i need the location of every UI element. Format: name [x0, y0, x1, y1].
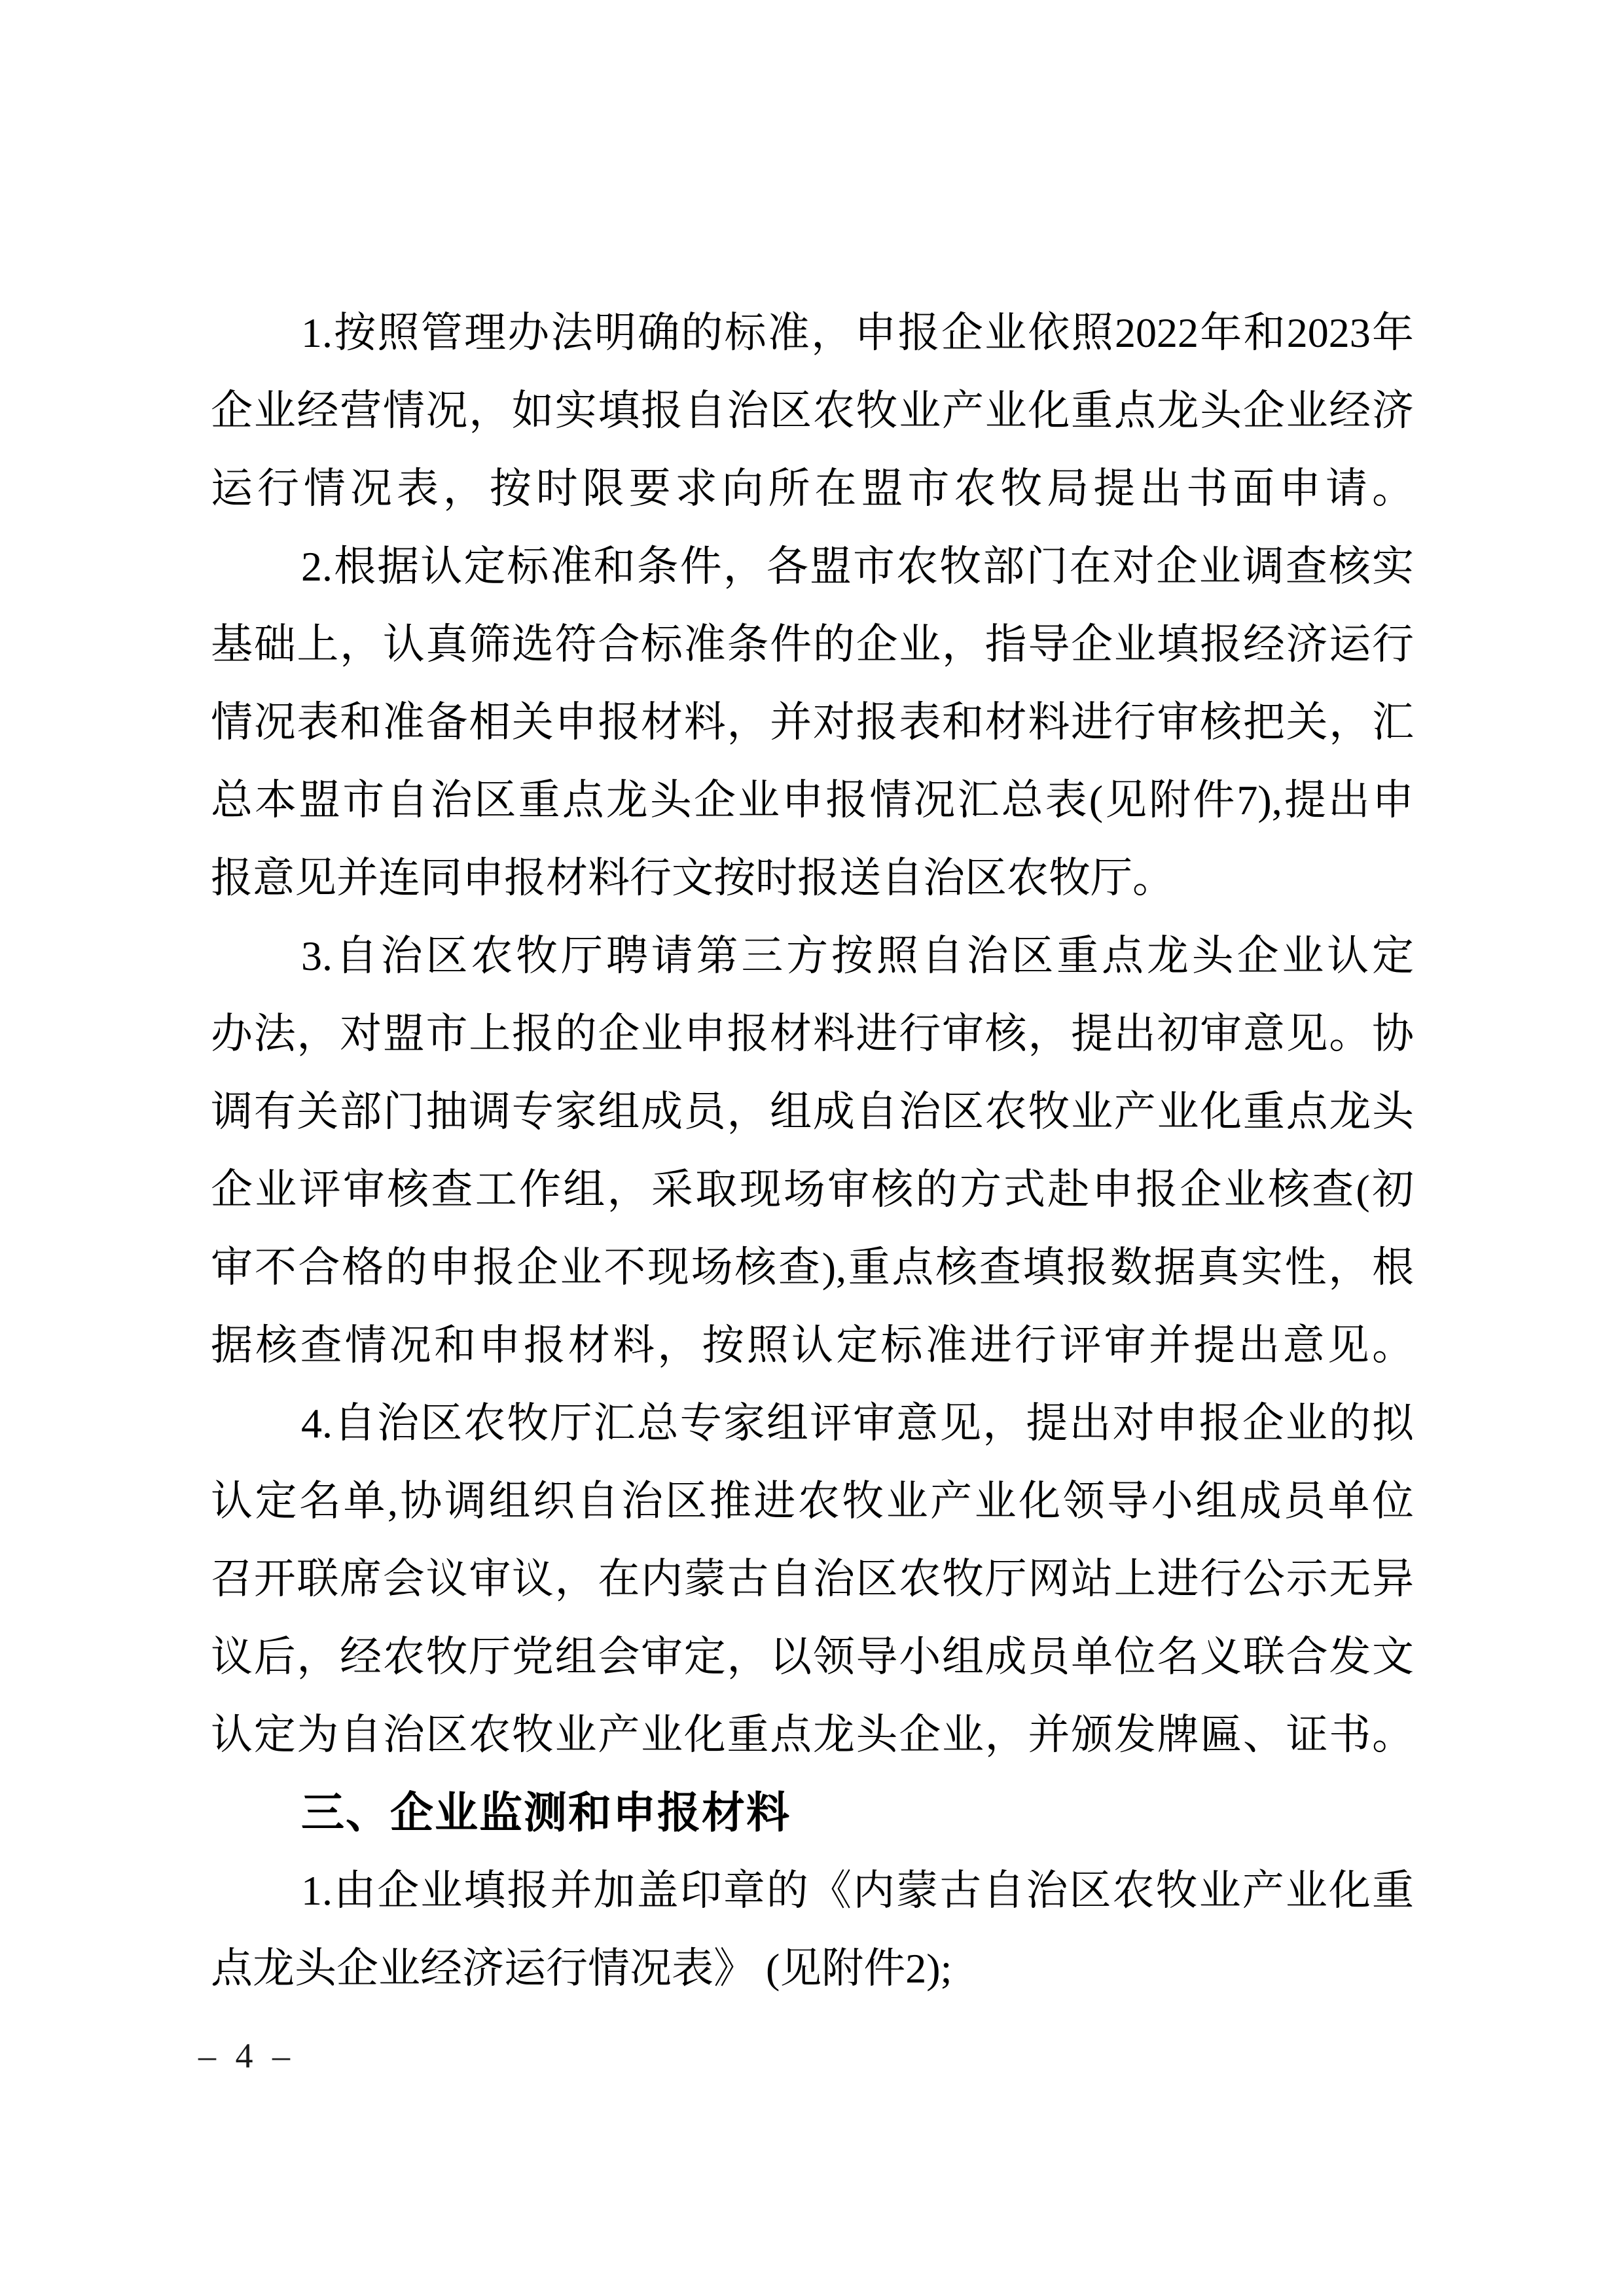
paragraph-3-line-6: 据核查情况和申报材料，按照认定标准进行评审并提出意见。 — [211, 1322, 1414, 1369]
paragraph-3-line-5: 审不合格的申报企业不现场核查),重点核查填报数据真实性，根 — [211, 1244, 1414, 1291]
paragraph-4-line-5: 认定为自治区农牧业产业化重点龙头企业，并颁发牌匾、证书。 — [211, 1712, 1414, 1758]
paragraph-3-line-3: 调有关部门抽调专家组成员，组成自治区农牧业产业化重点龙头 — [211, 1088, 1414, 1135]
paragraph-1-line-1: 1.按照管理办法明确的标准，申报企业依照2022年和2023年 — [301, 310, 1414, 356]
paragraph-4-line-2: 认定名单,协调组织自治区推进农牧业产业化领导小组成员单位 — [211, 1478, 1414, 1524]
paragraph-2-line-1: 2.根据认定标准和条件，各盟市农牧部门在对企业调查核实 — [301, 543, 1414, 590]
paragraph-5-line-2: 点龙头企业经济运行情况表》 (见附件2); — [211, 1945, 952, 1992]
paragraph-4-line-1: 4.自治区农牧厅汇总专家组评审意见，提出对申报企业的拟 — [301, 1400, 1414, 1446]
paragraph-2-line-5: 报意见并连同申报材料行文按时报送自治区农牧厅。 — [211, 855, 1174, 901]
paragraph-3-line-4: 企业评审核查工作组，采取现场审核的方式赴申报企业核查(初 — [211, 1166, 1414, 1213]
paragraph-2-line-3: 情况表和准备相关申报材料，并对报表和材料进行审核把关，汇 — [211, 699, 1414, 745]
paragraph-1-line-3: 运行情况表，按时限要求向所在盟市农牧局提出书面申请。 — [211, 465, 1414, 512]
paragraph-4-line-4: 议后，经农牧厅党组会审定，以领导小组成员单位名义联合发文 — [211, 1634, 1414, 1680]
paragraph-2-line-2: 基础上，认真筛选符合标准条件的企业，指导企业填报经济运行 — [211, 621, 1414, 668]
page-number: – 4 – — [198, 2036, 295, 2075]
paragraph-5-line-1: 1.由企业填报并加盖印章的《内蒙古自治区农牧业产业化重 — [301, 1867, 1414, 1914]
paragraph-3-line-2: 办法，对盟市上报的企业申报材料进行审核，提出初审意见。协 — [211, 1011, 1414, 1057]
paragraph-2-line-4: 总本盟市自治区重点龙头企业申报情况汇总表(见附件7),提出申 — [211, 777, 1414, 823]
paragraph-1-line-2: 企业经营情况，如实填报自治区农牧业产业化重点龙头企业经济 — [211, 387, 1414, 434]
document-body — [211, 294, 1414, 2007]
section-heading: 三、企业监测和申报材料 — [301, 1788, 791, 1837]
paragraph-4-line-3: 召开联席会议审议，在内蒙古自治区农牧厅网站上进行公示无异 — [211, 1556, 1414, 1602]
paragraph-3-line-1: 3.自治区农牧厅聘请第三方按照自治区重点龙头企业认定 — [301, 933, 1414, 979]
